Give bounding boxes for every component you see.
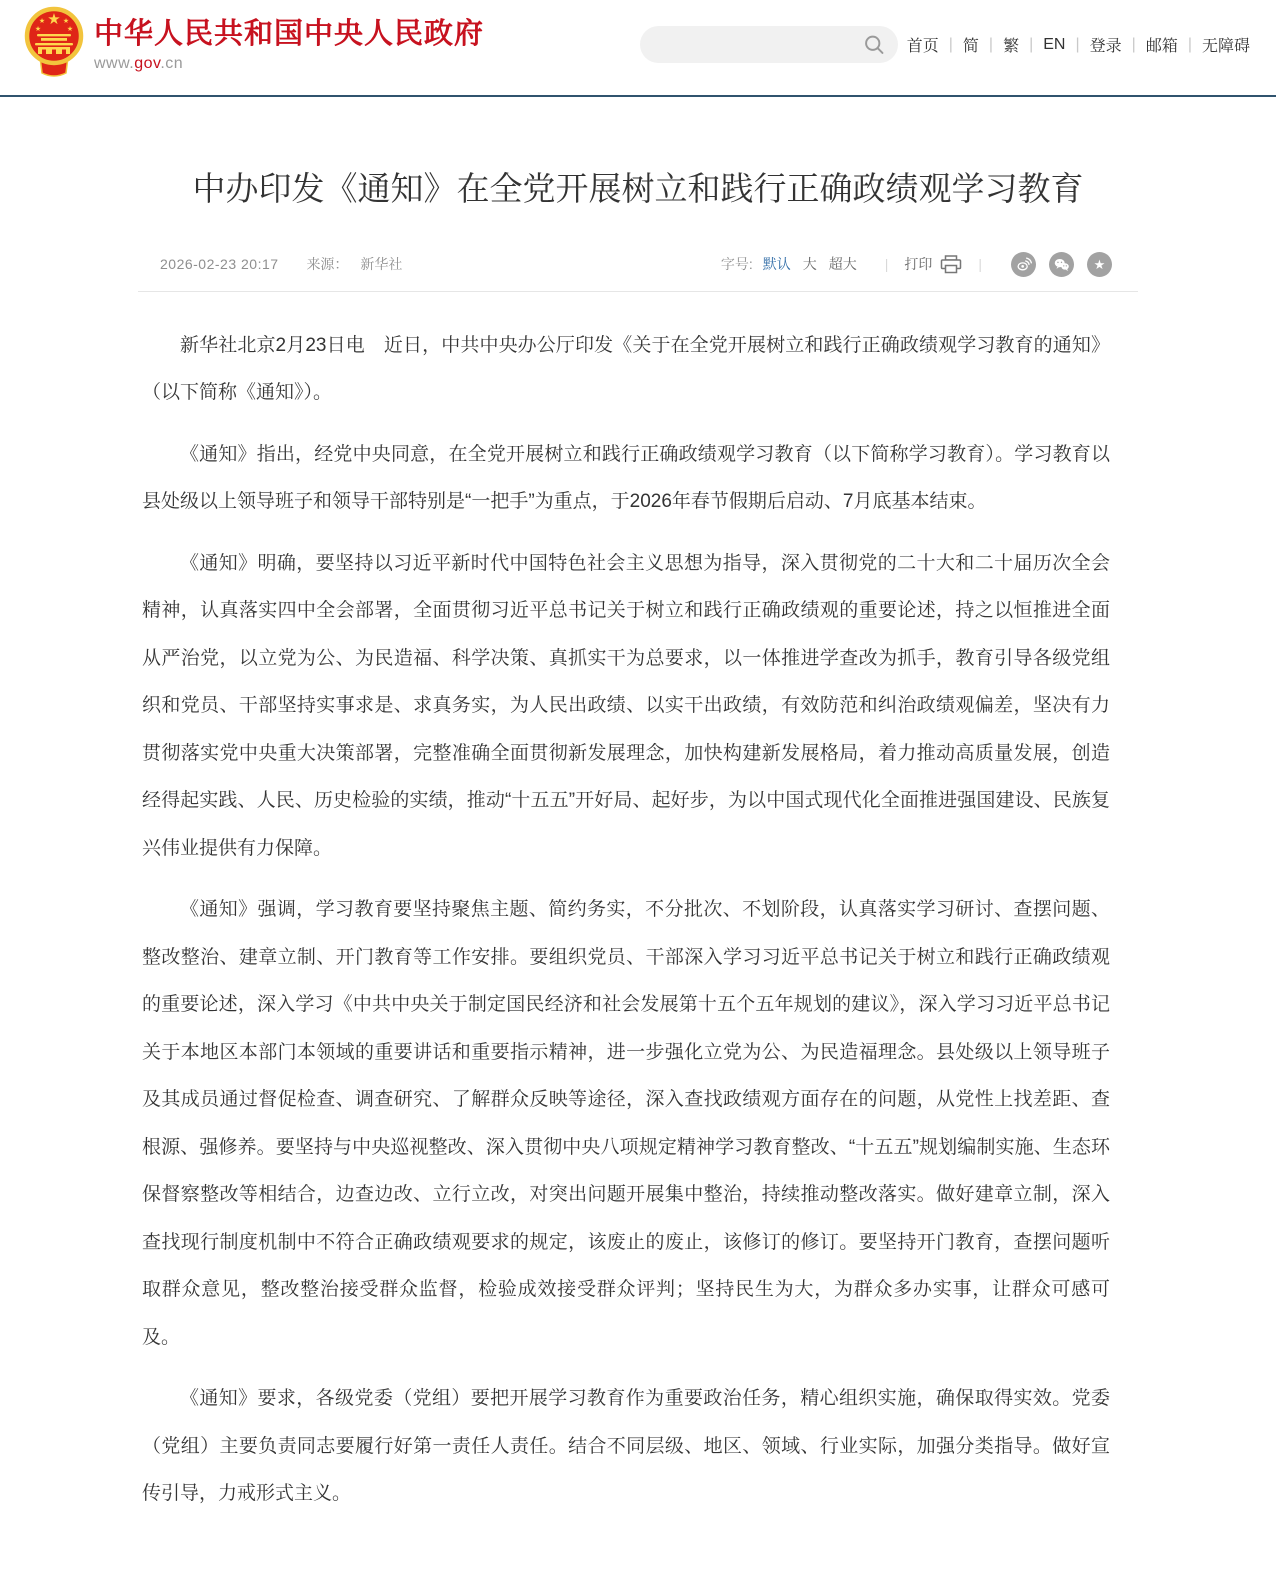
source-label: 来源：: [306, 256, 349, 273]
font-size-large-button[interactable]: 大: [802, 256, 817, 273]
search-box[interactable]: [640, 26, 898, 63]
nav-simplified[interactable]: 简: [962, 38, 979, 55]
printer-icon: [940, 255, 962, 274]
share-group: [998, 252, 1112, 277]
nav-home[interactable]: 首页: [906, 38, 939, 55]
nav-mail[interactable]: 邮箱: [1145, 38, 1178, 55]
search-input[interactable]: [640, 36, 863, 53]
svg-text:★: ★: [47, 11, 61, 28]
source-name[interactable]: 新华社: [360, 256, 403, 273]
search-icon[interactable]: [863, 32, 886, 58]
nav-login[interactable]: 登录: [1089, 38, 1122, 55]
font-size-label: 字号:: [720, 256, 753, 273]
article-title: 中办印发《通知》在全党开展树立和践行正确政绩观学习教育: [192, 170, 1084, 207]
nav-separator: |: [948, 35, 953, 53]
site-url-gov: gov: [134, 55, 161, 73]
article-body: [138, 292, 1138, 1572]
font-size-default-button[interactable]: 默认: [762, 256, 791, 273]
site-header: [0, 0, 1276, 97]
weibo-icon[interactable]: [1011, 252, 1036, 277]
article-paragraph: 《通知》要求，各级党委（党组）要把开展学习教育作为重要政治任务，精心组织实施，确保取得实效。党委（党组）主要负责同志要履行好第一责任人责任。结合不同层级、地区、领域、行业实际，加强分类指导。做好宣传引导，力戒形式主义。: [142, 1388, 1110, 1505]
article-meta-left: [160, 254, 410, 274]
article-paragraph: 《通知》指出，经党中央同意，在全党开展树立和践行正确政绩观学习教育（以下简称学习教育）。学习教育以县处级以上领导班子和领导干部特别是“一把手”为重点，于2026年春节假期后启动、7月底基本结束。: [142, 443, 1110, 513]
article-meta-row: [138, 252, 1138, 292]
svg-text:★: ★: [62, 18, 70, 25]
print-label: 打印: [904, 256, 933, 273]
svg-text:★: ★: [34, 26, 42, 33]
site-url-prefix: www.: [94, 55, 135, 73]
nav-english[interactable]: EN: [1043, 35, 1066, 53]
svg-text:★: ★: [38, 18, 46, 25]
article-paragraph: 《通知》明确，要坚持以习近平新时代中国特色社会主义思想为指导，深入贯彻党的二十大和二十届历次全会精神，认真落实四中全会部署，全面贯彻习近平总书记关于树立和践行正确政绩观的重要论述，持之以恒推进全面从严治党，以立党为公、为民造福、科学决策、真抓实干为总要求，以一体推进学查改为抓手，教育引导各级党组织和党员、干部坚持实事求是、求真务实，为人民出政绩、以实干出政绩，有效防范和纠治政绩观偏差，坚决有力贯彻落实党中央重大决策部署，完整准确全面贯彻新发展理念，加快构建新发展格局，着力推动高质量发展，创造经得起实践、人民、历史检验的实绩，推动“十五五”开好局、起好步，为以中国式现代化全面推进强国建设、民族复兴伟业提供有力保障。: [142, 552, 1110, 859]
site-url: [94, 55, 484, 73]
toolbar-separator: |: [884, 256, 889, 273]
article-paragraph: 新华社北京2月23日电 近日，中共中央办公厅印发《关于在全党开展树立和践行正确政绩观学习教育的通知》（以下简称《通知》）。: [142, 334, 1110, 404]
svg-text:★: ★: [66, 26, 74, 33]
print-button[interactable]: [904, 254, 962, 274]
national-emblem-icon: [24, 5, 84, 81]
nav-separator: |: [988, 35, 994, 53]
article-container: [138, 97, 1138, 1572]
nav-separator: |: [1075, 35, 1080, 53]
wechat-icon[interactable]: [1049, 252, 1074, 277]
font-size-xlarge-button[interactable]: 超大: [828, 256, 857, 273]
article-toolbar: [721, 252, 1112, 277]
publish-date: 2026-02-23 20:17: [160, 256, 279, 273]
nav-traditional[interactable]: 繁: [1003, 38, 1020, 55]
qzone-star-icon[interactable]: ★: [1087, 252, 1112, 277]
toolbar-separator: |: [978, 256, 982, 273]
nav-separator: |: [1131, 35, 1136, 53]
top-nav: [907, 33, 1250, 56]
site-url-suffix: .cn: [160, 55, 184, 73]
site-logo[interactable]: [24, 5, 484, 81]
nav-separator: |: [1029, 35, 1034, 53]
article-paragraph: 《通知》强调，学习教育要坚持聚焦主题、简约务实，不分批次、不划阶段，认真落实学习研讨、查摆问题、整改整治、建章立制、开门教育等工作安排。要组织党员、干部深入学习习近平总书记关于树立和践行正确政绩观的重要论述，深入学习《中共中央关于制定国民经济和社会发展第十五个五年规划的建议》，深入学习习近平总书记关于本地区本部门本领域的重要讲话和重要指示精神，进一步强化立党为公、为民造福理念。县处级以上领导班子及其成员通过督促检查、调查研究、了解群众反映等途径，深入查找政绩观方面存在的问题，从党性上找差距、查根源、强修养。要坚持与中央巡视整改、深入贯彻中央八项规定精神学习教育整改、“十五五”规划编制实施、生态环保督察整改等相结合，边查边改、立行立改，对突出问题开展集中整治，持续推动整改落实。做好建章立制，深入查找现行制度机制中不符合正确政绩观要求的规定，该废止的废止，该修订的修订。要坚持开门教育，查摆问题听取群众意见，整改整治接受群众监督，检验成效接受群众评判；坚持民生为大，为群众多办实事，让群众可感可及。: [142, 899, 1110, 1348]
nav-accessibility[interactable]: 无障碍: [1201, 38, 1250, 55]
site-title: 中华人民共和国中央人民政府: [94, 17, 485, 50]
nav-separator: |: [1187, 35, 1192, 53]
